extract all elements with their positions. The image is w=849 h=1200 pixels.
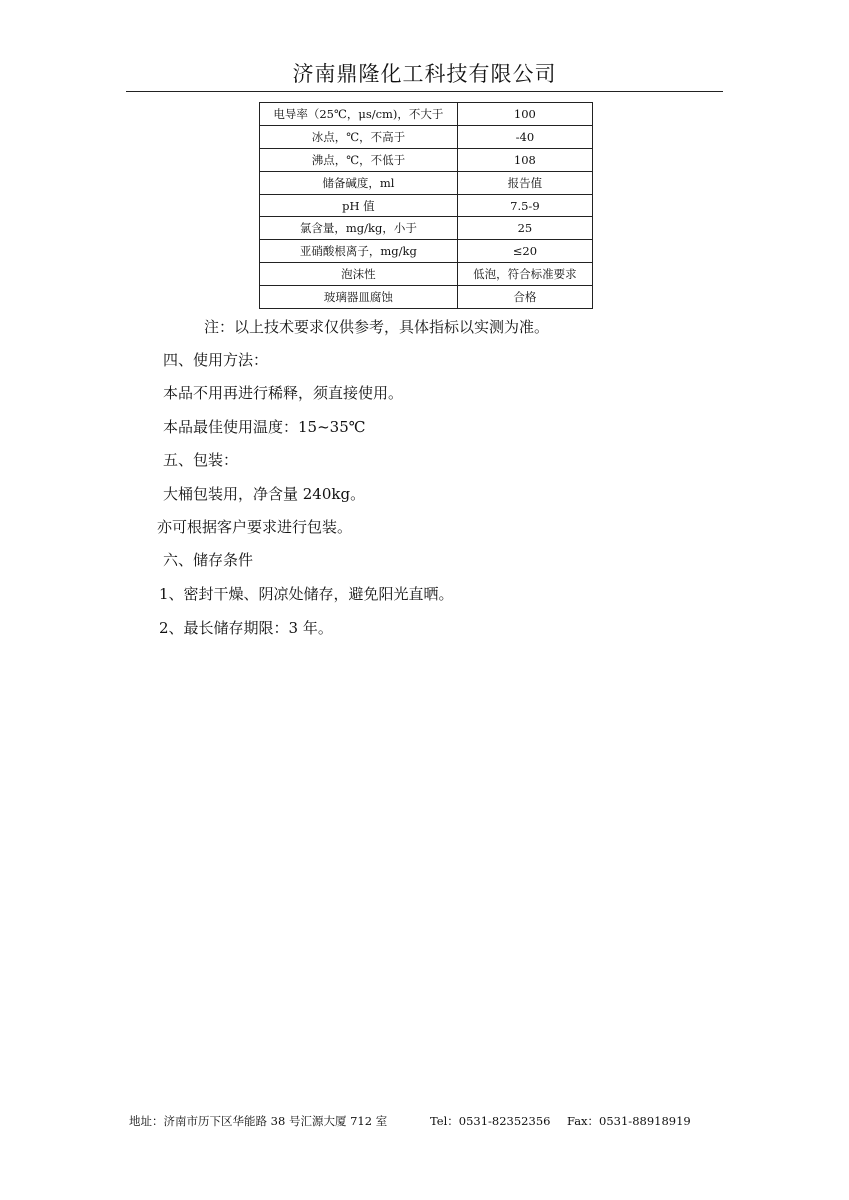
note-text: 注：以上技术要求仅供参考，具体指标以实测为准。 (204, 318, 550, 336)
packaging-line-2: 亦可根据客户要求进行包装。 (157, 518, 353, 536)
table-row (260, 148, 593, 171)
table-cell-value: 合格 (457, 286, 592, 309)
section-heading-usage: 四、使用方法： (163, 351, 269, 369)
usage-line-2: 本品最佳使用温度：15~35℃ (163, 418, 366, 436)
company-name: 济南鼎隆化工科技有限公司 (292, 62, 557, 86)
table-row (260, 217, 593, 240)
usage-line-1: 本品不用再进行稀释，须直接使用。 (163, 384, 404, 402)
packaging-line-1: 大桶包装用，净含量 240kg。 (163, 485, 366, 503)
table-cell-item: 氯含量，mg/kg，小于 (260, 217, 458, 240)
storage-line-1: 1、密封干燥、阴凉处储存，避免阳光直晒。 (159, 585, 454, 603)
table-row (260, 263, 593, 286)
table-cell-item: 玻璃器皿腐蚀 (260, 286, 458, 309)
table-cell-value: 7.5-9 (457, 194, 592, 217)
footer-address: 地址：济南市历下区华能路 38 号汇源大厦 712 室 (129, 1114, 388, 1128)
table-cell-value: -40 (457, 125, 592, 148)
table-cell-value: 低泡，符合标准要求 (457, 263, 592, 286)
table-cell-item: 储备碱度，ml (260, 171, 458, 194)
table-cell-item: 冰点，℃，不高于 (260, 125, 458, 148)
table-cell-item: 电导率（25℃，μs/cm)，不大于 (260, 103, 458, 126)
section-heading-storage: 六、储存条件 (163, 551, 254, 569)
section-heading-packaging: 五、包装： (163, 451, 239, 469)
footer-fax: Fax：0531-88918919 (567, 1114, 691, 1128)
table-cell-item: 沸点，℃，不低于 (260, 148, 458, 171)
table-cell-value: 108 (457, 148, 592, 171)
table-cell-item: pH 值 (260, 194, 458, 217)
table-row (260, 286, 593, 309)
table-row (260, 194, 593, 217)
table-cell-item: 泡沫性 (260, 263, 458, 286)
table-cell-value: 报告值 (457, 171, 592, 194)
table-row (260, 171, 593, 194)
table-row (260, 125, 593, 148)
header-divider (126, 91, 723, 92)
table-cell-item: 亚硝酸根离子，mg/kg (260, 240, 458, 263)
table-cell-value: 25 (457, 217, 592, 240)
table-cell-value: 100 (457, 103, 592, 126)
table-cell-value: ≤20 (457, 240, 592, 263)
footer-tel: Tel：0531-82352356 (430, 1114, 551, 1128)
spec-table (259, 102, 593, 309)
storage-line-2: 2、最长储存期限：3 年。 (159, 619, 333, 637)
table-row (260, 103, 593, 126)
table-row (260, 240, 593, 263)
